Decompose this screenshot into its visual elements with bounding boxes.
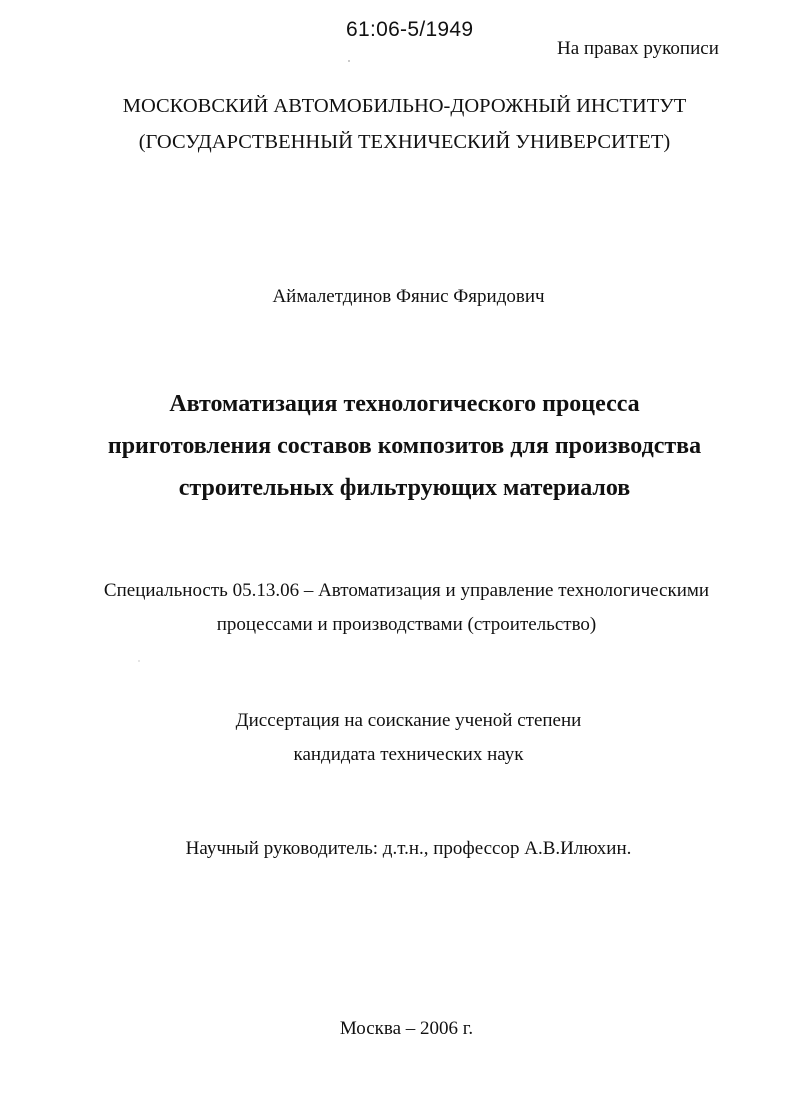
institution-name — [8, 88, 793, 160]
title-line: строительных фильтрующих материалов — [178, 475, 631, 501]
scan-speck — [138, 660, 140, 662]
dissertation-title — [8, 383, 793, 509]
author-name: Аймалетдинов Фянис Фяридович — [272, 286, 545, 307]
institution-line: МОСКОВСКИЙ АВТОМОБИЛЬНО-ДОРОЖНЫЙ ИНСТИТУТ — [122, 95, 687, 117]
scan-speck — [348, 60, 350, 62]
degree-line: кандидата технических наук — [293, 744, 524, 765]
institution-line: (ГОСУДАРСТВЕННЫЙ ТЕХНИЧЕСКИЙ УНИВЕРСИТЕТ) — [138, 131, 671, 153]
title-line: Автоматизация технологического процесса — [169, 391, 640, 417]
city-year: Москва – 2006 г. — [339, 1018, 474, 1039]
rights-note: На правах рукописи — [557, 38, 719, 59]
catalog-number: 61:06-5/1949 — [346, 18, 474, 41]
specialty-line: Специальность 05.13.06 – Автоматизация и управление технологическими — [103, 580, 710, 601]
specialty-line: процессами и производствами (строительство) — [216, 614, 597, 635]
degree-line: Диссертация на соискание ученой степени — [235, 710, 582, 731]
scientific-supervisor: Научный руководитель: д.т.н., профессор А.В.Илюхин. — [185, 838, 632, 859]
specialty — [10, 574, 793, 642]
title-line: приготовления составов композитов для производства — [107, 433, 702, 459]
degree-statement — [12, 704, 793, 772]
